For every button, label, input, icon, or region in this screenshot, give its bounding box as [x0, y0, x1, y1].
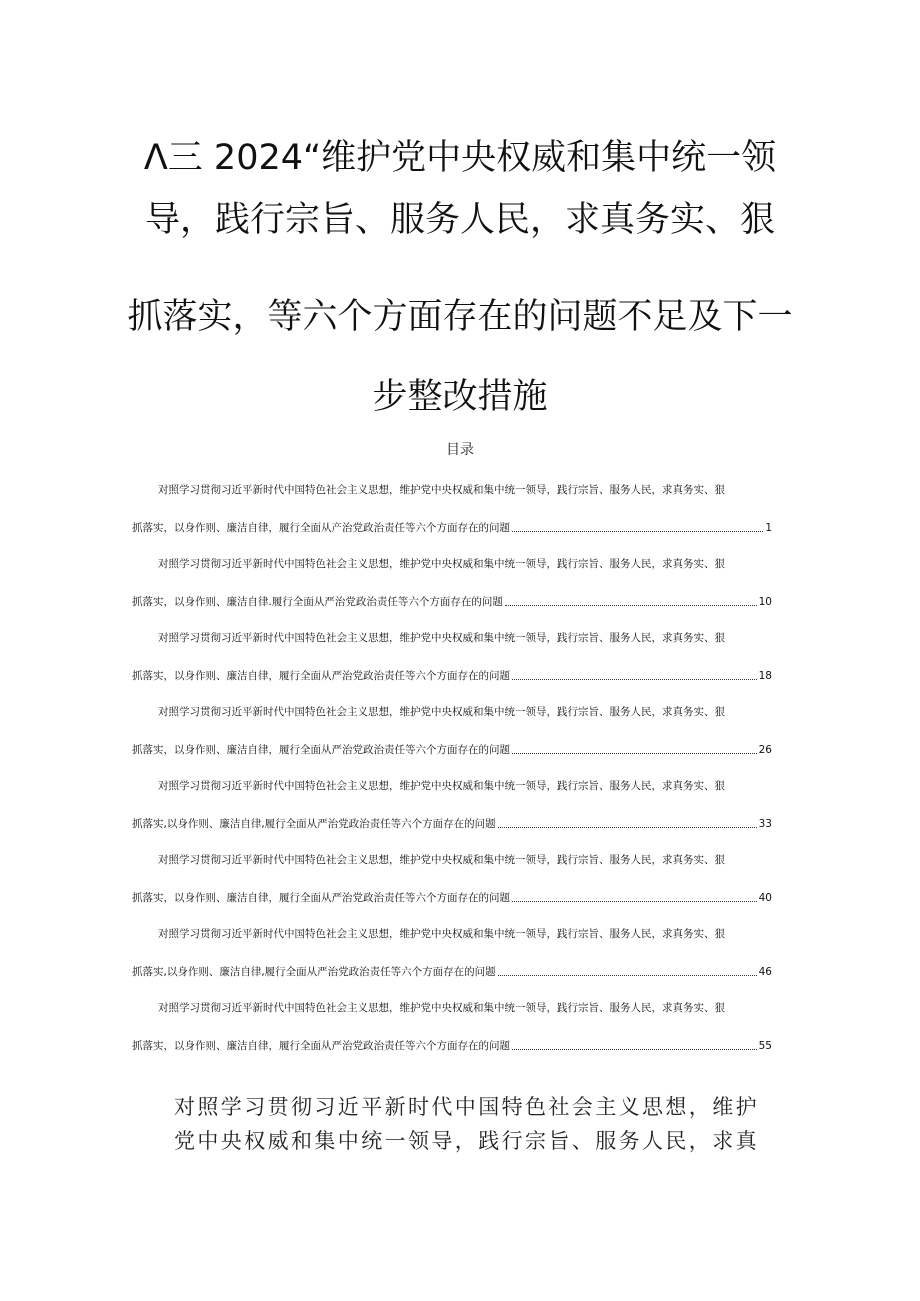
toc-entry-text: 抓落实,以身作则、廉洁自律,履行全面从严治党政治责任等六个方面存在的问题	[132, 966, 496, 978]
toc-entry-text: 对照学习贯彻习近平新时代中国特色社会主义思想，维护党中央权威和集中统一领导，践行宗旨、服务人民，求真务实、狠	[158, 928, 725, 940]
toc-entry[interactable]	[132, 927, 772, 1001]
document-title-line-1: Λ三 2024“维护党中央权威和集中统一领	[143, 138, 777, 178]
toc-leader-dots	[512, 530, 763, 532]
toc-page-number: 1	[765, 522, 772, 534]
toc-leader-dots	[498, 974, 757, 976]
toc-entry-text: 对照学习贯彻习近平新时代中国特色社会主义思想，维护党中央权威和集中统一领导，践行宗旨、服务人民，求真务实、狠	[158, 854, 725, 866]
toc-entry-text: 抓落实，以身作则、廉洁自律，履行全面从严治党政治责任等六个方面存在的问题	[132, 744, 510, 756]
table-of-contents	[132, 483, 772, 1075]
toc-page-number: 33	[758, 818, 772, 830]
toc-leader-dots	[512, 1048, 757, 1050]
toc-entry-text: 对照学习贯彻习近平新时代中国特色社会主义思想，维护党中央权威和集中统一领导，践行宗旨、服务人民，求真务实、狠	[158, 558, 725, 570]
toc-entry[interactable]	[132, 853, 772, 927]
toc-leader-dots	[512, 752, 757, 754]
toc-heading: 目录	[446, 442, 474, 458]
toc-entry[interactable]	[132, 483, 772, 557]
toc-entry-text: 对照学习贯彻习近平新时代中国特色社会主义思想，维护党中央权威和集中统一领导，践行宗旨、服务人民，求真务实、狠	[158, 780, 725, 792]
toc-page-number: 40	[758, 892, 772, 904]
toc-page-number: 18	[758, 670, 772, 682]
document-title-line-4: 步整改措施	[372, 377, 548, 417]
toc-page-number: 10	[758, 596, 772, 608]
toc-entry-text: 抓落实，以身作则、廉洁自律，履行全面从产治党政治责任等六个方面存在的问题	[132, 522, 510, 534]
toc-leader-dots	[498, 826, 757, 828]
document-title-line-2: 导，践行宗旨、服务人民，求真务实、狠	[144, 200, 775, 240]
toc-entry-text: 抓落实，以身作则、廉洁自律，履行全面从严治党政治责任等六个方面存在的问题	[132, 670, 510, 682]
toc-entry[interactable]	[132, 1001, 772, 1075]
toc-page-number: 26	[758, 744, 772, 756]
toc-page-number: 46	[758, 966, 772, 978]
toc-entry-text: 抓落实,以身作则、廉洁自律,履行全面从严治党政治责任等六个方面存在的问题	[132, 818, 496, 830]
toc-entry-text: 对照学习贯彻习近平新时代中国特色社会主义思想，维护党中央权威和集中统一领导，践行宗旨、服务人民，求真务实、狠	[158, 1002, 725, 1014]
toc-entry[interactable]	[132, 705, 772, 779]
toc-entry[interactable]	[132, 779, 772, 853]
body-paragraph-line-2: 党中央权威和集中统一领导，践行宗旨、服务人民，求真	[174, 1129, 759, 1153]
body-paragraph-line-1: 对照学习贯彻习近平新时代中国特色社会主义思想，维护	[174, 1095, 759, 1119]
toc-entry-text: 抓落实，以身作则、廉洁自律，履行全面从严治党政治责任等六个方面存在的问题	[132, 1040, 510, 1052]
toc-page-number: 55	[758, 1040, 772, 1052]
toc-entry-text: 对照学习贯彻习近平新时代中国特色社会主义思想，维护党中央权威和集中统一领导，践行宗旨、服务人民，求真务实、狠	[158, 484, 725, 496]
toc-leader-dots	[512, 678, 757, 680]
toc-entry-text: 对照学习贯彻习近平新时代中国特色社会主义思想，维护党中央权威和集中统一领导，践行宗旨、服务人民，求真务实、狠	[158, 706, 725, 718]
toc-leader-dots	[512, 900, 757, 902]
toc-entry-text: 抓落实，以身作则、廉洁自律.履行全面从严治党政治责任等六个方面存在的问题	[132, 596, 503, 608]
toc-leader-dots	[505, 604, 757, 606]
toc-entry-text: 抓落实，以身作则、廉洁自律，履行全面从严治党政治责任等六个方面存在的问题	[132, 892, 510, 904]
document-title-line-3: 抓落实，等六个方面存在的问题不足及下一	[127, 297, 793, 337]
toc-entry[interactable]	[132, 557, 772, 631]
toc-entry[interactable]	[132, 631, 772, 705]
toc-entry-text: 对照学习贯彻习近平新时代中国特色社会主义思想，维护党中央权威和集中统一领导，践行宗旨、服务人民，求真务实、狠	[158, 632, 725, 644]
